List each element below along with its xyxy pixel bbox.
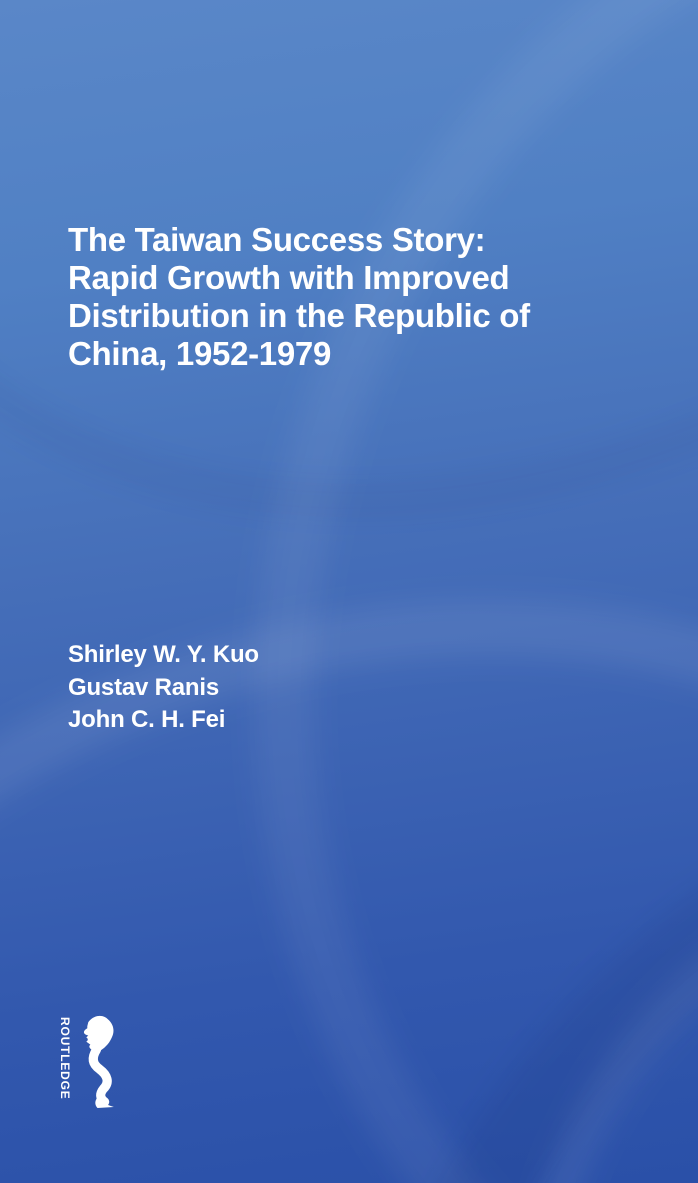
book-title	[68, 221, 648, 373]
background-wave	[85, 0, 698, 1183]
author-list	[68, 639, 259, 737]
publisher-name: ROUTLEDGE	[58, 1017, 72, 1100]
author-name: Shirley W. Y. Kuo	[68, 641, 259, 668]
background-wave	[42, 430, 698, 1183]
title-line: Distribution in the Republic of	[68, 297, 530, 334]
background-wave	[321, 651, 698, 1183]
title-line: China, 1952-1979	[68, 335, 332, 372]
author-name: Gustav Ranis	[68, 673, 219, 701]
publisher-logo	[54, 1014, 120, 1126]
routledge-r-icon	[79, 1015, 116, 1109]
title-line: Rapid Growth with Improved	[68, 259, 510, 296]
title-line: The Taiwan Success Story:	[68, 221, 486, 258]
author-name: John C. H. Fei	[68, 706, 226, 733]
